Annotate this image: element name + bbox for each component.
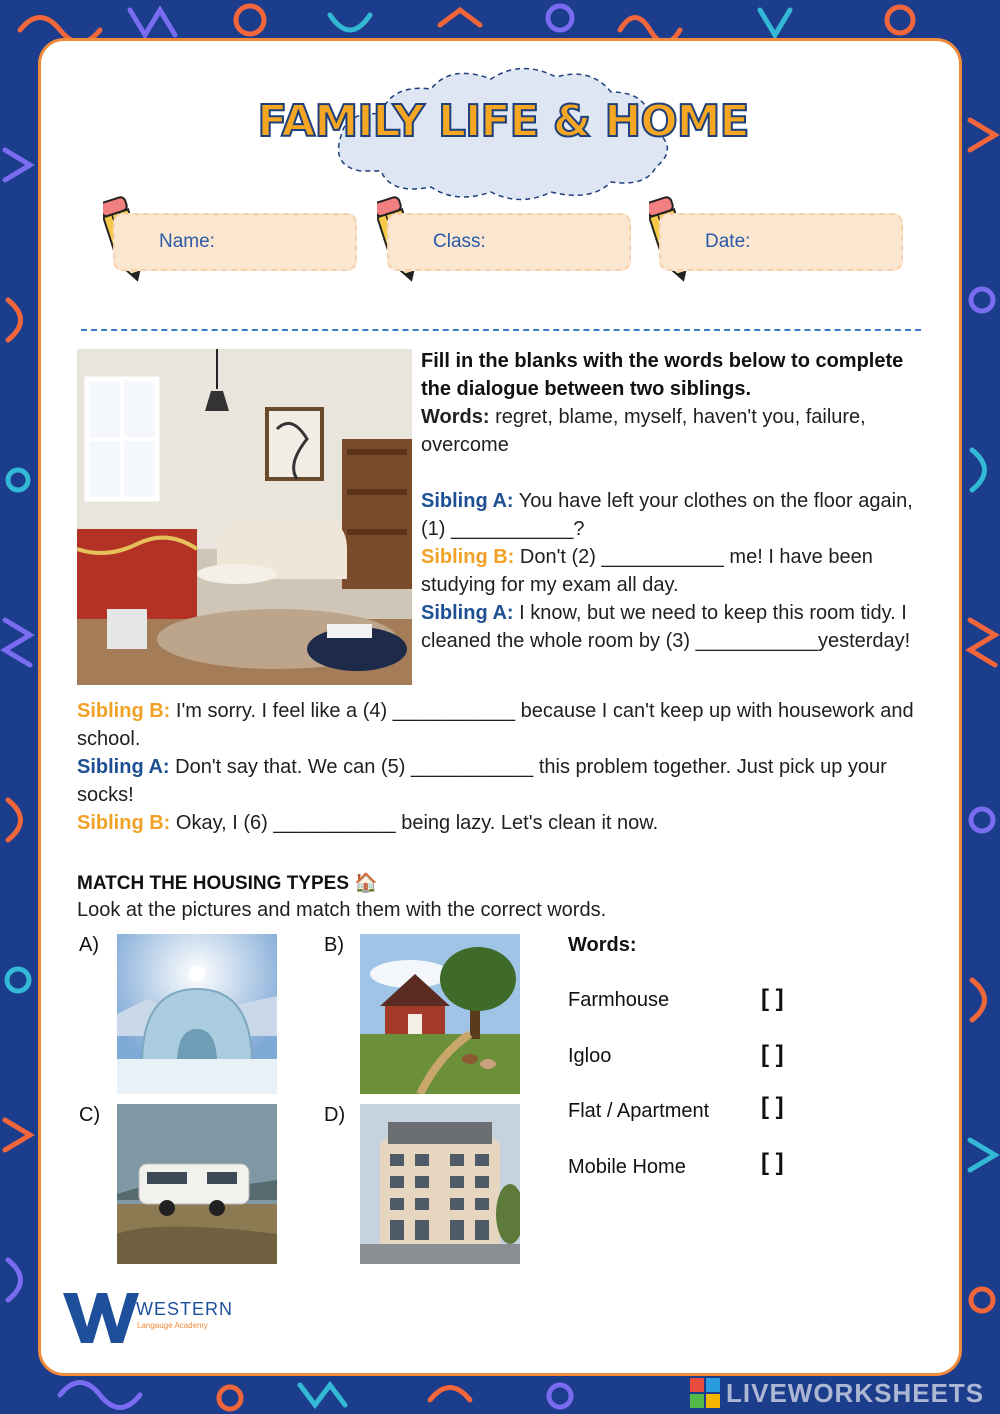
messy-living-room-photo [77, 349, 412, 685]
answer-bracket[interactable]: [ ] [761, 985, 784, 1012]
instruction-text: Fill in the blanks with the words below to complete the dialogue between two siblings. [421, 350, 904, 400]
watermark: LIVEWORKSHEETS [726, 1378, 985, 1408]
dialogue-text: You have left your clothes on the floor again, (1) ___________? [421, 490, 913, 540]
answer-bracket[interactable]: [ ] [761, 1041, 784, 1068]
class-label: Class: [433, 231, 486, 252]
picture-letter: A) [79, 934, 99, 956]
word-bank [421, 403, 931, 459]
apartment-building-photo [360, 1104, 520, 1264]
dialogue-line [77, 697, 937, 753]
picture-letter: C) [79, 1104, 101, 1126]
speaker-label: Sibling B: [77, 812, 171, 834]
dialogue-continued [77, 697, 937, 837]
name-label: Name: [159, 231, 215, 252]
dialogue-text: Okay, I (6) ___________ being lazy. Let's clean it now. [175, 812, 659, 834]
answer-bracket[interactable]: [ ] [761, 1149, 784, 1176]
words-title: Words: [568, 934, 637, 956]
exercise-instructions [421, 347, 931, 655]
worksheet [38, 38, 962, 1376]
match-title: MATCH THE HOUSING TYPES 🏠 [77, 873, 378, 894]
dialogue-text: Don't (2) ___________ me! I have been studying for my exam all day. [421, 546, 873, 596]
match-word: Igloo [568, 1045, 612, 1067]
speaker-label: Sibling A: [77, 756, 170, 778]
match-word: Flat / Apartment [568, 1100, 710, 1122]
dialogue-line [421, 599, 931, 655]
liveworksheets-logo-icon [690, 1378, 720, 1408]
match-word: Mobile Home [568, 1156, 686, 1178]
dashed-divider [81, 329, 921, 331]
dialogue-line [77, 753, 937, 809]
dialogue-line [421, 487, 931, 543]
speaker-label: Sibling B: [77, 700, 171, 722]
word-bank-label: Words: [421, 406, 490, 428]
dialogue-text: Don't say that. We can (5) ___________ this problem together. Just pick up your socks! [77, 756, 887, 806]
speaker-label: Sibling B: [421, 546, 515, 568]
match-word: Farmhouse [568, 989, 670, 1011]
word-bank-words: regret, blame, myself, haven't you, failure, overcome [421, 406, 866, 456]
dialogue-text: I'm sorry. I feel like a (4) ___________ because I can't keep up with housework and school. [77, 700, 914, 750]
name-field[interactable] [113, 213, 357, 271]
date-label: Date: [705, 231, 751, 252]
brand-subtitle: Langauge Academy [137, 1321, 208, 1330]
date-field[interactable] [659, 213, 903, 271]
farmhouse-photo [360, 934, 520, 1094]
speaker-label: Sibling A: [421, 490, 514, 512]
picture-letter: B) [324, 934, 344, 956]
igloo-photo [117, 934, 277, 1094]
picture-letter: D) [324, 1104, 346, 1126]
match-instructions: Look at the pictures and match them with the correct words. [77, 899, 607, 921]
answer-bracket[interactable]: [ ] [761, 1093, 784, 1120]
dialogue-line [421, 543, 931, 599]
mobile-home-photo [117, 1104, 277, 1264]
speaker-label: Sibling A: [421, 602, 514, 624]
brand-name: WESTERN [136, 1299, 233, 1319]
class-field[interactable] [387, 213, 631, 271]
dialogue-text: I know, but we need to keep this room tidy. I cleaned the whole room by (3) ___________yesterday! [421, 602, 911, 652]
dialogue-line [77, 809, 937, 837]
page-title: FAMILY LIFE & HOME [257, 96, 749, 147]
western-logo-icon [61, 1289, 141, 1345]
